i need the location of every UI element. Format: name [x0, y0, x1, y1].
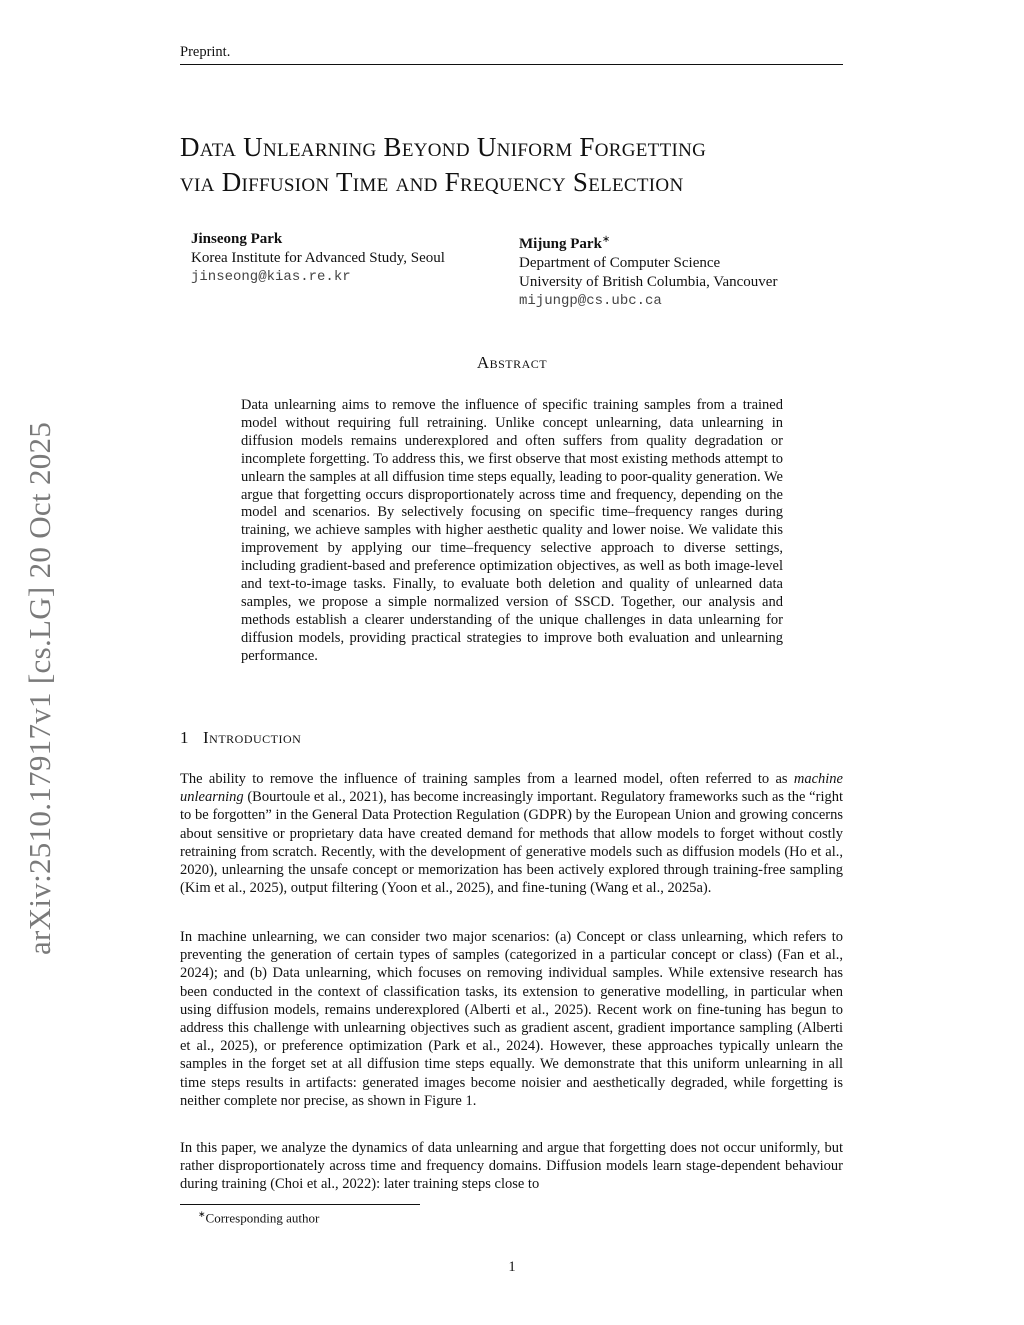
author-email[interactable]: jinseong@kias.re.kr [191, 269, 351, 285]
author-block-1 [191, 230, 445, 287]
section-title: Introduction [203, 728, 302, 747]
page-number: 1 [508, 1259, 516, 1275]
paper-title [180, 130, 860, 200]
emphasis-text: machine unlearning [180, 771, 843, 806]
paragraph-text: The ability to remove the influence of training samples from a learned model, often referred to as [180, 771, 794, 787]
footnote [198, 1209, 319, 1226]
paragraph: In this paper, we analyze the dynamics of data unlearning and argue that forgetting does not occur uniformly, but rather disproportionately across time and frequency domains. Diffusion models learn stage-dependent behaviour during training (Choi et al., 2022): later training steps close to [180, 1140, 843, 1193]
paragraph-text: (Bourtoule et al., 2021), has become increasingly important. Regulatory frameworks such as the “right to be forgotten” in the General Data Protection Regulation (GDPR) by the European Union and growing concerns about sensitive or proprietary data have created demand for methods that allow models to forget without costly retraining from scratch. Recently, with the development of generative models such as diffusion models (Ho et al., 2020), unlearning the unsafe concept or memorization has been actively explored through training-free sampling (Kim et al., 2025), output filtering (Yoon et al., 2025), and fine-tuning (Wang et al., 2025a). [180, 789, 843, 897]
author-affiliation: University of British Columbia, Vancouver [519, 274, 778, 290]
abstract-heading: Abstract [476, 353, 548, 372]
author-affiliation: Korea Institute for Advanced Study, Seoul [191, 250, 445, 266]
footnote-mark: ∗ [198, 1209, 206, 1219]
arxiv-identifier[interactable]: arXiv:2510.17917v1 [cs.LG] 20 Oct 2025 [22, 421, 57, 955]
paragraph: In machine unlearning, we can consider two major scenarios: (a) Concept or class unlearning, which refers to preventing the generation of certain types of samples (categorized in a particular concept or class) (Fan et al., 2024); and (b) Data unlearning, which focuses on removing individual samples. While extensive research has been conducted in the context of classification tasks, its extension to generative modelling, in particular when using diffusion models, remains underexplored (Alberti et al., 2025). Recent work on fine-tuning has begun to address this challenge with unlearning objectives such as gradient ascent, gradient importance sampling (Alberti et al., 2025), or preference optimization (Park et al., 2024). However, these approaches typically unlearn the samples in the forget set at all diffusion time steps equally. We demonstrate that this uniform unlearning in all time steps results in artifacts: generated images become noisier and aesthetically degraded, while forgetting is neither complete nor precise, as shown in Figure 1. [180, 929, 843, 1109]
abstract-text: Data unlearning aims to remove the influence of specific training samples from a trained model without requiring full retraining. Unlike concept unlearning, data unlearning in diffusion models remains underexplored and often suffers from quality degradation or incomplete forgetting. To address this, we first observe that most existing methods attempt to unlearn the samples at all diffusion time steps equally, leading to poor-quality generation. We argue that forgetting occurs disproportionately across time and frequency, depending on the model and scenarios. By selectively focusing on specific time–frequency ranges during training, we achieve samples with higher aesthetic quality and lower noise. We validate this improvement by applying our time–frequency selective approach to diverse settings, including gradient-based and preference optimization objectives, as well as both image-level and text-to-image tasks. Finally, to evaluate both deletion and quality of unlearned data samples, we propose a simple normalized version of SSCD. Together, our analysis and methods establish a clearer understanding of the unique challenges in data unlearning for diffusion models, providing practical strategies to improve both evaluation and unlearning performance. [241, 397, 783, 664]
footnote-mark: ∗ [601, 234, 611, 245]
section-heading [180, 728, 301, 748]
footnote-divider [180, 1204, 420, 1205]
footnote-text: Corresponding author [205, 1210, 320, 1226]
author-affiliation: Department of Computer Science [519, 255, 721, 271]
running-header: Preprint. [180, 44, 843, 65]
author-email[interactable]: mijungp@cs.ubc.ca [519, 293, 662, 309]
paragraph [180, 770, 843, 897]
title-line-2: via Diffusion Time and Frequency Selection [180, 167, 684, 197]
author-name: Mijung Park [519, 236, 602, 252]
section-number: 1 [180, 728, 189, 747]
author-name: Jinseong Park [191, 231, 283, 247]
title-line-1: Data Unlearning Beyond Uniform Forgetting [180, 132, 707, 162]
author-block-2 [519, 230, 777, 311]
